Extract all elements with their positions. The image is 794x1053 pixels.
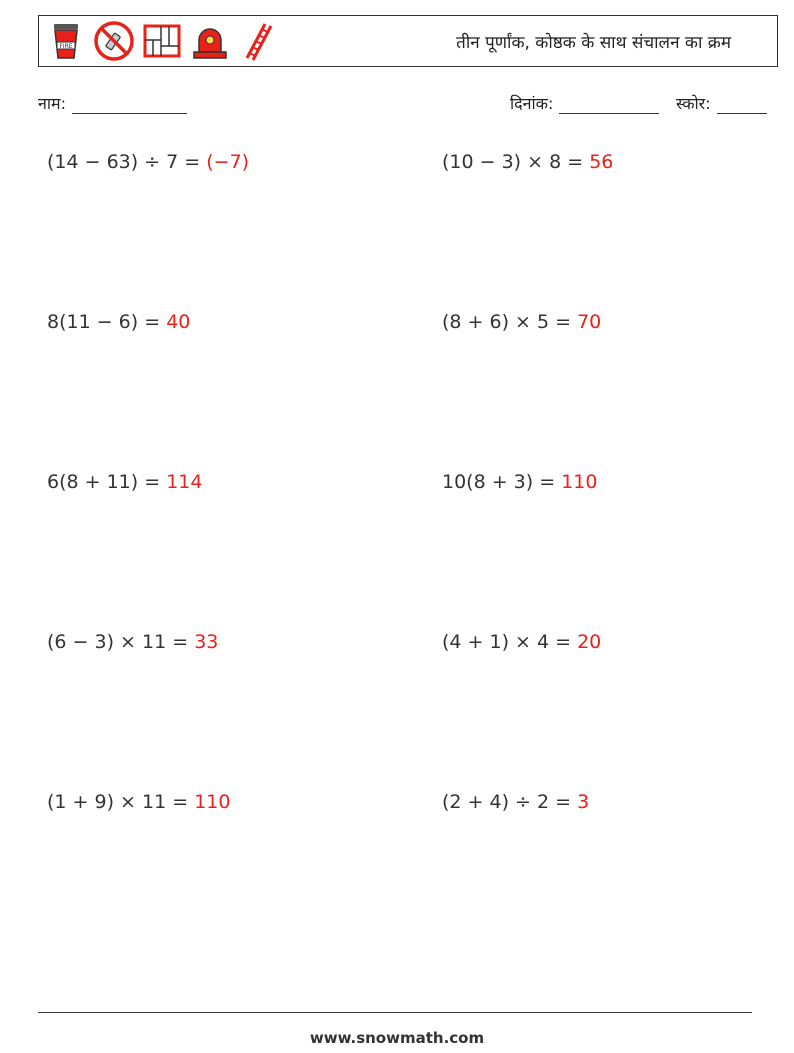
score-blank (717, 97, 767, 114)
problem-2 (442, 151, 613, 173)
no-lighter-icon (93, 20, 135, 62)
problem-answer: 56 (589, 151, 614, 173)
problem-expression: 8(11 − 6) = (47, 311, 167, 333)
score-label: स्कोर: (676, 94, 711, 113)
problem-expression: (14 − 63) ÷ 7 = (47, 151, 207, 173)
problem-expression: (8 + 6) × 5 = (442, 311, 578, 333)
date-label: दिनांक: (510, 94, 554, 113)
worksheet-header (38, 15, 778, 67)
problem-expression: (6 − 3) × 11 = (47, 631, 195, 653)
alarm-siren-icon (189, 20, 231, 62)
problem-4 (442, 311, 601, 333)
ladder-icon (237, 20, 279, 62)
footer-divider (38, 1012, 752, 1013)
problem-5 (47, 471, 202, 493)
problem-expression: (2 + 4) ÷ 2 = (442, 791, 578, 813)
problem-3 (47, 311, 190, 333)
problem-answer: 110 (561, 471, 598, 493)
problem-expression: (4 + 1) × 4 = (442, 631, 578, 653)
problem-expression: (10 − 3) × 8 = (442, 151, 590, 173)
problem-answer: 110 (194, 791, 231, 813)
problem-answer: 33 (194, 631, 219, 653)
date-field (510, 92, 659, 114)
score-field (676, 92, 767, 114)
name-field (38, 92, 187, 114)
problem-expression: 6(8 + 11) = (47, 471, 167, 493)
svg-text:FIRE: FIRE (59, 43, 73, 50)
problem-7 (47, 631, 218, 653)
problem-expression: 10(8 + 3) = (442, 471, 562, 493)
name-label: नाम: (38, 94, 66, 113)
fire-bucket-icon (45, 20, 87, 62)
name-blank (72, 97, 187, 114)
date-blank (559, 97, 659, 114)
problem-answer: 114 (166, 471, 203, 493)
problem-answer: 40 (166, 311, 191, 333)
problem-9 (47, 791, 230, 813)
problem-answer: 70 (577, 311, 602, 333)
problem-answer: 20 (577, 631, 602, 653)
problem-1 (47, 151, 249, 173)
floor-plan-icon (141, 20, 183, 62)
problem-10 (442, 791, 589, 813)
problem-answer: 3 (577, 791, 590, 813)
footer-url: www.snowmath.com (309, 1029, 485, 1047)
problem-8 (442, 631, 601, 653)
problem-6 (442, 471, 597, 493)
problem-answer: (−7) (206, 151, 250, 173)
problem-expression: (1 + 9) × 11 = (47, 791, 195, 813)
worksheet-title: तीन पूर्णांक, कोष्ठक के साथ संचालन का क्रम (456, 33, 731, 53)
header-icons (45, 20, 279, 62)
